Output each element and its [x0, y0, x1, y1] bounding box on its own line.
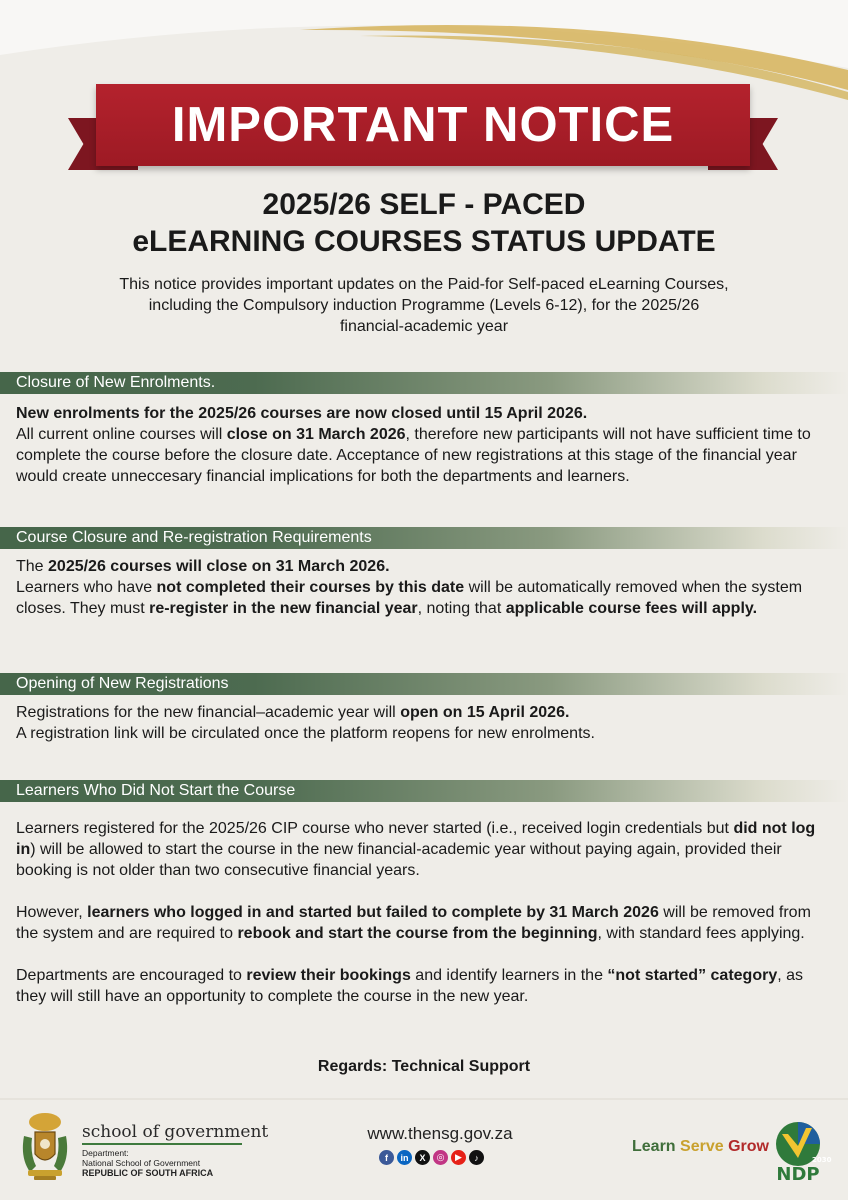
- text-run: , noting that: [417, 600, 506, 617]
- text-run: , with standard fees applying.: [597, 925, 805, 942]
- instagram-icon[interactable]: ◎: [433, 1150, 448, 1165]
- social-icons: [379, 1150, 484, 1165]
- coat-of-arms-icon: [16, 1108, 74, 1182]
- section-body-closure: [16, 403, 832, 487]
- text-run: will be removed from the system and are required to: [16, 904, 811, 942]
- section-heading-closure: Closure of New Enrolments.: [0, 372, 848, 394]
- org-name: school of government: [82, 1122, 269, 1142]
- title-line-1: 2025/26 SELF - PACED: [262, 188, 586, 221]
- text-run-bold: close on 31 March 2026: [226, 426, 406, 443]
- text-run: The: [16, 558, 49, 575]
- ndp-text: NDP: [776, 1164, 820, 1185]
- footer-divider: [0, 1098, 848, 1100]
- intro-text: [80, 274, 768, 337]
- text-run-bold: did not log in: [16, 820, 816, 858]
- text-run-bold: “not started” category: [607, 967, 778, 984]
- closure-lead: New enrolments for the 2025/26 courses are now closed until 15 April 2026.: [16, 405, 588, 422]
- section-heading-opening: Opening of New Registrations: [0, 673, 848, 695]
- text-run: and identify learners in the: [410, 967, 608, 984]
- tagline-learn: Learn: [632, 1138, 676, 1155]
- tagline-serve: Serve: [680, 1138, 724, 1155]
- text-run-bold: review their bookings: [246, 967, 411, 984]
- section-heading-not-started: Learners Who Did Not Start the Course: [0, 780, 848, 802]
- text-run: Learners registered for the 2025/26 CIP course who never started (i.e., received login credentials but: [16, 820, 734, 837]
- linkedin-icon[interactable]: in: [397, 1150, 412, 1165]
- text-run: Departments are encouraged to: [16, 967, 247, 984]
- text-run: ) will be allowed to start the course in the new financial-academic year without paying again, provided their booking is not older than two consecutive financial years.: [16, 841, 782, 879]
- text-run: Registrations for the new financial–academic year will: [16, 704, 401, 721]
- tagline: [632, 1138, 769, 1156]
- text-run-bold: open on 15 April 2026.: [400, 704, 570, 721]
- section-body-not-started: [16, 818, 832, 1007]
- section-body-reregistration: [16, 556, 832, 619]
- text-run-bold: rebook and start the course from the beginning: [237, 925, 598, 942]
- banner-title: IMPORTANT NOTICE: [171, 98, 675, 152]
- ndp-2030-logo-icon: [768, 1118, 832, 1185]
- website-link[interactable]: www.thensg.gov.za: [367, 1124, 513, 1143]
- text-run: However,: [16, 904, 88, 921]
- notice-banner: [96, 84, 750, 180]
- section-body-opening: [16, 702, 832, 744]
- org-name-underline: [82, 1143, 242, 1145]
- text-run: will be automatically removed when the system closes. They must: [16, 579, 803, 617]
- text-run: Learners who have: [16, 579, 157, 596]
- text-run: , as they will still have an opportunity to complete the course in the new year.: [16, 967, 804, 1005]
- dept-line-1: Department:: [82, 1148, 129, 1158]
- dept-line-2: National School of Government: [82, 1158, 201, 1168]
- banner-plate: [96, 84, 750, 166]
- section-heading-reregistration: Course Closure and Re-registration Requirements: [0, 527, 848, 549]
- title-line-2: eLEARNING COURSES STATUS UPDATE: [132, 225, 716, 258]
- text-run-bold: re-register in the new financial year: [149, 600, 418, 617]
- intro-line-3: financial-academic year: [339, 318, 509, 335]
- text-run: , therefore new participants will not have sufficient time to complete the course before the closure date. Acceptance of new registrations at this stage of the financial year would create unneccesary financial implications for both the departments and learners.: [16, 426, 811, 485]
- country-label: REPUBLIC OF SOUTH AFRICA: [82, 1168, 214, 1178]
- ndp-year: 2030: [812, 1156, 832, 1164]
- x-icon[interactable]: X: [415, 1150, 430, 1165]
- text-run: A registration link will be circulated once the platform reopens for new enrolments.: [16, 725, 595, 742]
- page-title: [0, 186, 848, 260]
- text-run-bold: 2025/26 courses will close on 31 March 2026.: [48, 558, 390, 575]
- text-run-bold: not completed their courses by this date: [156, 579, 465, 596]
- intro-line-2: including the Compulsory induction Programme (Levels 6-12), for the 2025/26: [148, 297, 700, 314]
- intro-line-1: This notice provides important updates on the Paid-for Self-paced eLearning Courses,: [119, 276, 729, 293]
- regards-signoff: Regards: Technical Support: [317, 1058, 531, 1075]
- tagline-grow: Grow: [728, 1138, 769, 1155]
- department-label: [82, 1148, 200, 1168]
- text-run-bold: learners who logged in and started but failed to complete by 31 March 2026: [87, 904, 659, 921]
- youtube-icon[interactable]: ▶: [451, 1150, 466, 1165]
- facebook-icon[interactable]: f: [379, 1150, 394, 1165]
- text-run-bold: applicable course fees will apply.: [505, 600, 758, 617]
- text-run: All current online courses will: [16, 426, 227, 443]
- tiktok-icon[interactable]: ♪: [469, 1150, 484, 1165]
